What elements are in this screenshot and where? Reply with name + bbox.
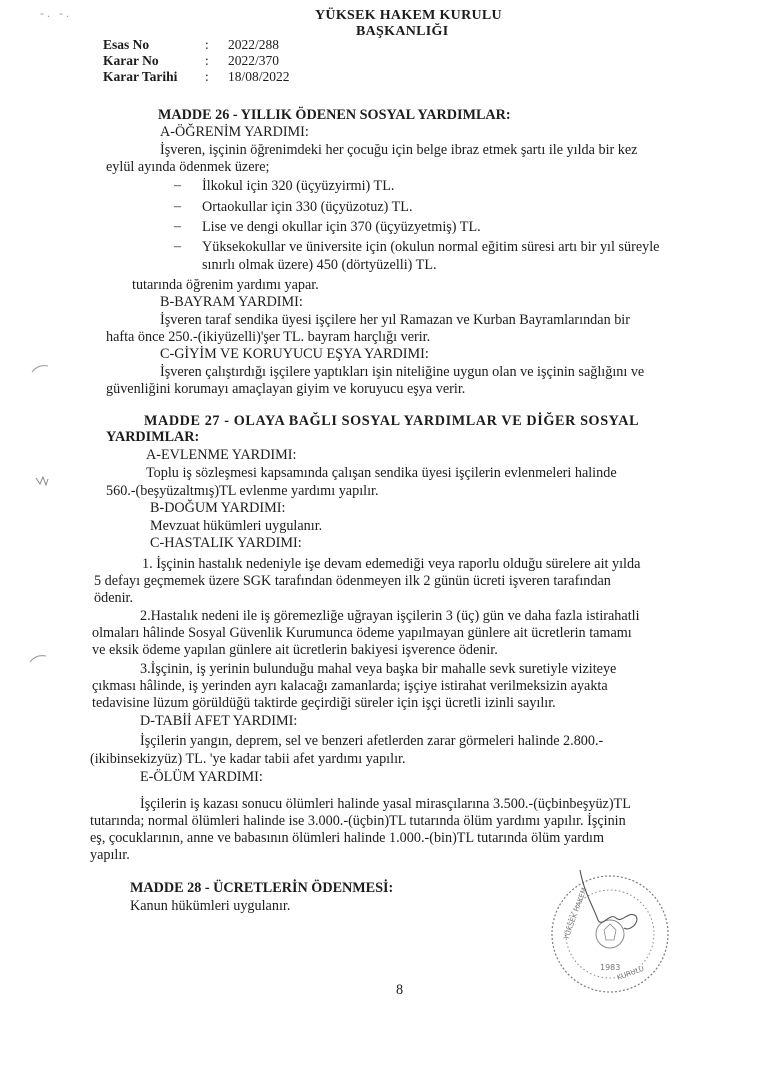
madde27-c2-line2: olmaları hâlinde Sosyal Güvenlik Kurumunca ödeme yapılmayan günlere ait ücretlerin tamamı [92,625,632,641]
list-dash-3: – [174,219,181,234]
madde27-d-line1: İşçilerin yangın, deprem, sel ve benzeri afetlerden zarar görmeleri halinde 2.800.- [140,733,604,749]
list-dash-1: – [174,178,181,193]
tarih-value: 18/08/2022 [228,69,290,84]
madde27-e-line4: yapılır. [90,847,130,863]
madde26-c-line2: güvenliğini korumayı amaçlayan giyim ve koruyucu eşya verir. [106,381,466,397]
madde27-b-title: B-DOĞUM YARDIMI: [150,500,286,516]
list-item-1: İlkokul için 320 (üçyüzyirmi) TL. [202,178,395,194]
madde27-e-line1: İşçilerin iş kazası sonucu ölümleri halinde yasal mirasçılarına 3.500.-(üçbinbeşyüz)TL [140,796,631,812]
header-title-line2: BAŞKANLIĞI [356,24,449,39]
madde27-title-line1: MADDE 27 - OLAYA BAĞLI SOSYAL YARDIMLAR VE DİĞER SOSYAL [144,413,640,429]
esas-label: Esas No [103,37,150,52]
madde26-b-line2: hafta önce 250.-(ikiyüzelli)'şer TL. bayram harçlığı verir. [106,329,431,345]
list-dash-2: – [174,199,181,214]
madde26-b-title: B-BAYRAM YARDIMI: [160,294,303,310]
madde27-e-line3: eş, çocuklarının, anne ve babasının ölümleri halinde 1.000.-(bin)TL tutarında ölüm yardım [90,830,605,846]
madde27-e-line2: tutarında; normal ölümleri halinde ise 3.000.-(üçbin)TL tutarında ölüm yardımı yapılır. İşçinin [90,813,626,829]
madde27-c3-line3: tedavisine lüzum görüldüğü taktirde geçirdiği süreler için işçi ücretli izinli sayılır. [92,695,556,711]
madde27-e-title: E-ÖLÜM YARDIMI: [140,769,263,785]
tarih-colon: : [205,69,209,84]
margin-bracket-2 [28,652,48,664]
madde26-c-title: C-GİYİM VE KORUYUCU EŞYA YARDIMI: [160,346,429,362]
madde26-a-end: tutarında öğrenim yardımı yapar. [132,277,319,293]
madde27-title-line2: YARDIMLAR: [106,429,200,445]
karar-value: 2022/370 [228,53,280,68]
madde27-a-line2: 560.-(beşyüzaltmış)TL evlenme yardımı yapılır. [106,483,379,499]
madde27-c2-line3: ve eksik ödeme yapılan günlere ait ücretlerin bakiyesi işverence ödenir. [92,642,498,658]
madde27-c3-line1: 3.İşçinin, iş yerinin bulunduğu mahal veya başka bir mahalle sevk suretiyle viziteye [140,661,617,677]
karar-label: Karar No [103,53,159,68]
list-dash-4: – [174,239,181,254]
karar-colon: : [205,53,209,68]
madde27-b-line1: Mevzuat hükümleri uygulanır. [150,518,323,534]
madde26-title: MADDE 26 - YILLIK ÖDENEN SOSYAL YARDIMLAR: [158,107,511,123]
margin-mark-top-left: - . - . [40,6,69,20]
margin-bracket-1 [30,362,50,374]
madde27-a-line1: Toplu iş sözleşmesi kapsamında çalışan sendika üyesi işçilerin evlenmeleri halinde [146,465,617,481]
list-item-4-cont: sınırlı olmak üzere) 450 (dörtyüzelli) TL. [202,257,437,273]
madde26-a-title: A-ÖĞRENİM YARDIMI: [160,124,309,140]
list-item-4: Yüksekokullar ve üniversite için (okulun normal eğitim süresi artı bir yıl süreyle [202,239,660,255]
madde27-a-title: A-EVLENME YARDIMI: [146,447,297,463]
madde27-c1-line3: ödenir. [94,590,134,606]
tarih-label: Karar Tarihi [103,69,178,84]
margin-scribble [34,474,50,488]
madde26-c-line1: İşveren çalıştırdığı işçilere yaptıkları işin niteliğine uygun olan ve işçinin sağlığını ve [160,364,645,380]
madde27-c2-line1: 2.Hastalık nedeni ile iş göremezliğe uğrayan işçilerin 3 (üç) gün ve daha fazla istirahatli [140,608,640,624]
page-number: 8 [396,982,404,998]
esas-value: 2022/288 [228,37,280,52]
madde27-c1-line2: 5 defayı geçmemek üzere SGK tarafından ödenmeyen ilk 2 günün ücreti işveren tarafından [94,573,611,589]
esas-colon: : [205,37,209,52]
stamp-text-bottom: KURULU [615,964,646,982]
madde27-d-title: D-TABİİ AFET YARDIMI: [140,713,298,729]
madde27-c1-line1: 1. İşçinin hastalık nedeniyle işe devam edemediği veya raporlu olduğu sürelere ait yılda [142,556,641,572]
stamp-text-top: YÜKSEK HAKEM [562,886,589,941]
header-title-line1: YÜKSEK HAKEM KURULU [315,8,502,23]
stamp-year: 1983 [600,963,621,972]
madde26-b-line1: İşveren taraf sendika üyesi işçilere her yıl Ramazan ve Kurban Bayramlarından bir [160,312,630,328]
list-item-3: Lise ve dengi okullar için 370 (üçyüzyetmiş) TL. [202,219,481,235]
madde27-c3-line2: çıkması hâlinde, iş yerinden ayrı kalacağı zamanlarda; işçiye istirahat verilmeksizin ayakta [92,678,608,694]
madde27-d-line2: (ikibinsekizyüz) TL. 'ye kadar tabii afet yardımı yapılır. [90,751,406,767]
madde28-line1: Kanun hükümleri uygulanır. [130,898,291,914]
madde27-c-title: C-HASTALIK YARDIMI: [150,535,302,551]
madde28-title: MADDE 28 - ÜCRETLERİN ÖDENMESİ: [130,880,394,896]
madde26-a-line1: İşveren, işçinin öğrenimdeki her çocuğu için belge ibraz etmek şartı ile yılda bir kez [160,142,638,158]
official-stamp [540,862,680,1002]
madde26-a-line2: eylül ayında ödenmek üzere; [106,159,270,175]
list-item-2: Ortaokullar için 330 (üçyüzotuz) TL. [202,199,413,215]
